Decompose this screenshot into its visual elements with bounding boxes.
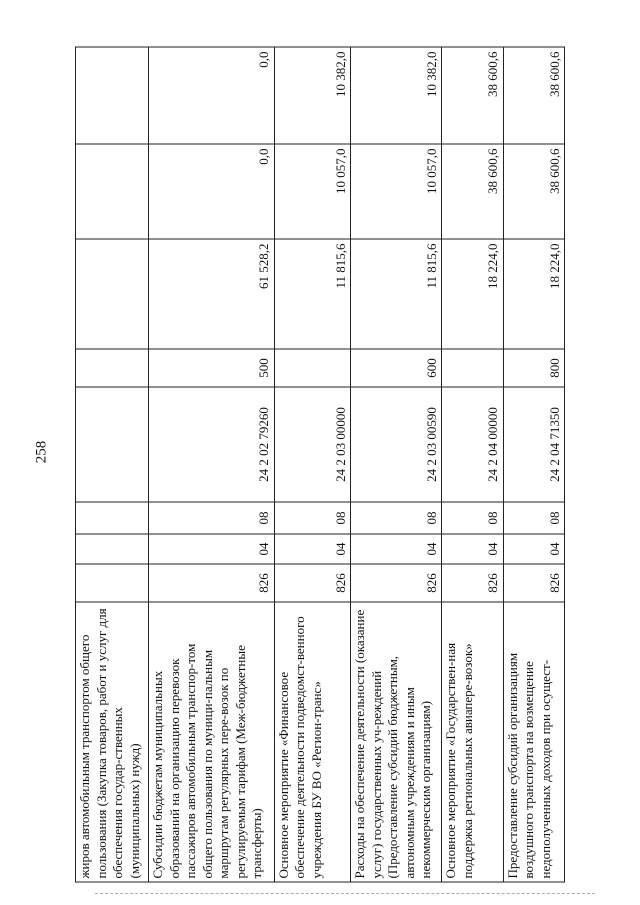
ministry-code: 826 [442, 564, 503, 602]
table-row [351, 47, 442, 882]
table-row [503, 47, 564, 882]
budget-table-wrapper [75, 48, 565, 883]
expense-type-code: 500 [149, 349, 275, 387]
amount-2026: 10 057,0 [351, 144, 442, 239]
amount-2025: 61 528,2 [149, 239, 275, 349]
section-code: 04 [274, 534, 350, 564]
amount-2026: 38 600,6 [503, 144, 564, 239]
amount-2026: 38 600,6 [442, 144, 503, 239]
amount-2026: 0,0 [149, 144, 275, 239]
table-row [274, 47, 350, 882]
section-code: 04 [149, 534, 275, 564]
row-description: Субсидии бюджетам муниципальных образований на организацию перевозок пассажиров автомобильным транспор-том общего пользования по муници-пальным маршрутам регулярных пере-возок по регулируемым тарифам (Меж-бюджетные трансферты) [149, 602, 275, 882]
ministry-code [76, 564, 149, 602]
ministry-code: 826 [149, 564, 275, 602]
target-code [76, 387, 149, 502]
section-code: 04 [442, 534, 503, 564]
expense-type-code [76, 349, 149, 387]
subsection-code [76, 502, 149, 534]
footer-divider [95, 893, 595, 894]
target-code: 24 2 02 79260 [149, 387, 275, 502]
subsection-code: 08 [149, 502, 275, 534]
amount-2027 [76, 47, 149, 144]
row-description: жиров автомобильным транспортом общего пользования (Закупка товаров, работ и услуг для обеспечения государ-ственных (муниципальных) нужд) [76, 602, 149, 882]
subsection-code: 08 [503, 502, 564, 534]
amount-2026 [76, 144, 149, 239]
table-row [76, 47, 149, 882]
expense-type-code [442, 349, 503, 387]
table-row [149, 47, 275, 882]
amount-2027: 38 600,6 [442, 47, 503, 144]
amount-2027: 10 382,0 [274, 47, 350, 144]
page-number: 258 [33, 440, 50, 464]
target-code: 24 2 03 00590 [351, 387, 442, 502]
amount-2027: 0,0 [149, 47, 275, 144]
budget-table [75, 47, 565, 883]
section-code [76, 534, 149, 564]
subsection-code: 08 [351, 502, 442, 534]
target-code: 24 2 04 71350 [503, 387, 564, 502]
expense-type-code: 800 [503, 349, 564, 387]
ministry-code: 826 [503, 564, 564, 602]
amount-2027: 10 382,0 [351, 47, 442, 144]
expense-type-code: 600 [351, 349, 442, 387]
amount-2025: 18 224,0 [442, 239, 503, 349]
subsection-code: 08 [442, 502, 503, 534]
target-code: 24 2 03 00000 [274, 387, 350, 502]
row-description: Основное мероприятие «Финансовое обеспечение деятельности подведомст-венного учреждения БУ ВО «Регион-транс» [274, 602, 350, 882]
amount-2025 [76, 239, 149, 349]
section-code: 04 [351, 534, 442, 564]
amount-2027: 38 600,6 [503, 47, 564, 144]
amount-2025: 11 815,6 [351, 239, 442, 349]
section-code: 04 [503, 534, 564, 564]
row-description: Расходы на обеспечение деятельности (оказание услуг) государственных уч-реждений (Предоставление субсидий бюджетным, автономным учреждениям и иным некоммерческим организациям) [351, 602, 442, 882]
row-description: Предоставление субсидий организациям воздушного транспорта на возмещение недополученных доходов при осущест- [503, 602, 564, 882]
ministry-code: 826 [274, 564, 350, 602]
expense-type-code [274, 349, 350, 387]
ministry-code: 826 [351, 564, 442, 602]
row-description: Основное мероприятие «Государствен-ная поддержка региональных авиапере-возок» [442, 602, 503, 882]
amount-2025: 11 815,6 [274, 239, 350, 349]
subsection-code: 08 [274, 502, 350, 534]
table-row [442, 47, 503, 882]
target-code: 24 2 04 00000 [442, 387, 503, 502]
amount-2025: 18 224,0 [503, 239, 564, 349]
amount-2026: 10 057,0 [274, 144, 350, 239]
